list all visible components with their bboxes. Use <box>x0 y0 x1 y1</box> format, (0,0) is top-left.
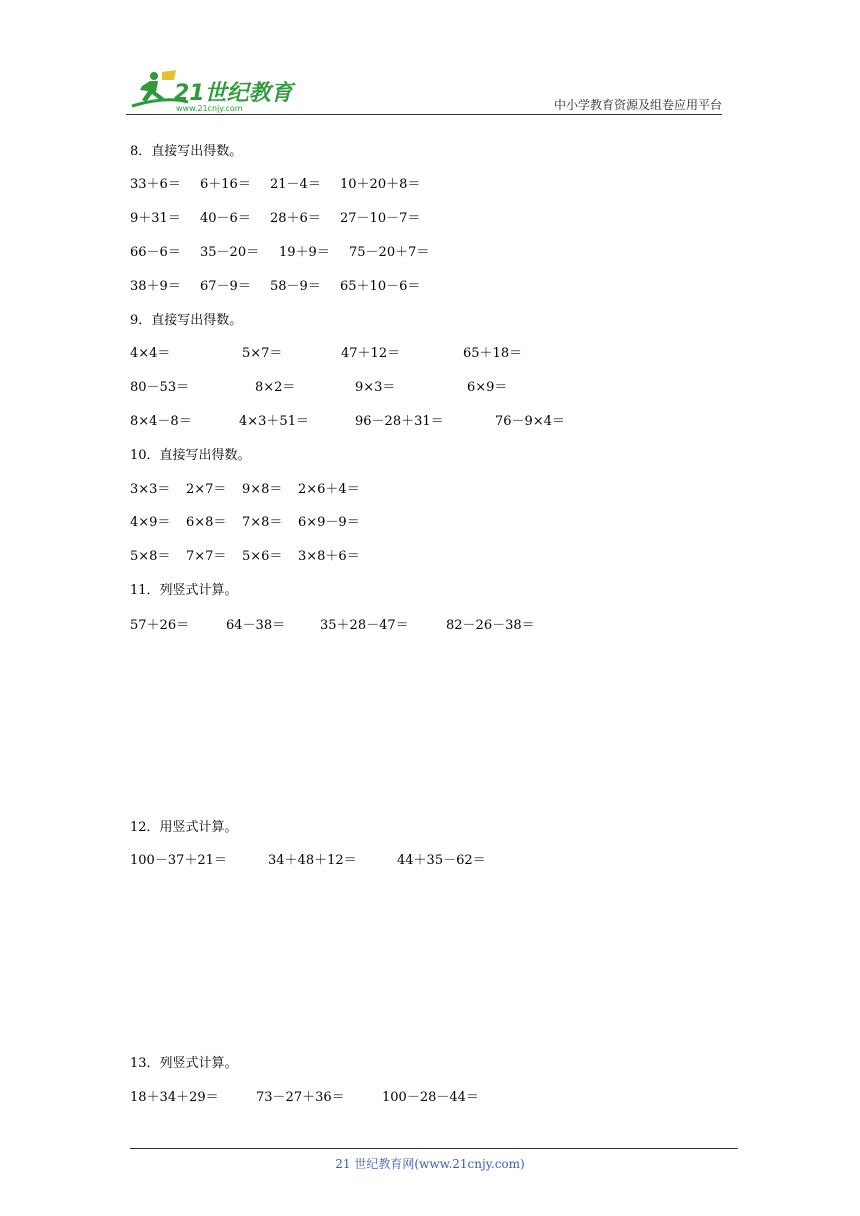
problem: 47＋12＝ <box>341 346 401 361</box>
problem: 9×3＝ <box>355 380 396 395</box>
problem: 65＋18＝ <box>463 346 523 361</box>
problem: 8×2＝ <box>255 380 296 395</box>
problem: 40－6＝ <box>200 211 251 226</box>
section-10-title: 10．直接写出得数。 <box>130 448 251 463</box>
problem: 44＋35－62＝ <box>397 853 486 868</box>
page-header <box>126 66 722 116</box>
header-divider <box>126 114 722 115</box>
problem: 33＋6＝ <box>130 177 181 192</box>
problem: 100－37＋21＝ <box>130 853 227 868</box>
problem: 21－4＝ <box>270 177 321 192</box>
problem: 6＋16＝ <box>200 177 251 192</box>
problem: 67－9＝ <box>200 279 251 294</box>
problem: 80－53＝ <box>130 380 190 395</box>
section-8-title: 8．直接写出得数。 <box>130 144 243 159</box>
problem: 58－9＝ <box>270 279 321 294</box>
problem: 96－28＋31＝ <box>355 414 444 429</box>
problem: 2×7＝ <box>186 482 227 497</box>
problem: 3×3＝ <box>130 482 171 497</box>
problem: 35＋28－47＝ <box>320 618 409 633</box>
problem: 9＋31＝ <box>130 211 181 226</box>
problem: 18＋34＋29＝ <box>130 1090 219 1105</box>
problem: 3×8＋6＝ <box>298 549 360 564</box>
logo <box>126 66 296 114</box>
problem: 5×7＝ <box>242 346 283 361</box>
footer-text: 21 世纪教育网(www.21cnjy.com) <box>335 1157 525 1171</box>
platform-text: 中小学教育资源及组卷应用平台 <box>553 98 722 112</box>
problem: 64－38＝ <box>226 618 286 633</box>
problem: 76－9×4＝ <box>495 414 565 429</box>
problem: 10＋20＋8＝ <box>340 177 421 192</box>
problem: 7×8＝ <box>242 515 283 530</box>
problem: 6×9＝ <box>467 380 508 395</box>
problem: 4×3＋51＝ <box>239 414 309 429</box>
footer-divider <box>130 1148 738 1149</box>
problem: 75－20＋7＝ <box>349 245 430 260</box>
problem: 7×7＝ <box>186 549 227 564</box>
problem: 34＋48＋12＝ <box>268 853 357 868</box>
problem: 8×4－8＝ <box>130 414 192 429</box>
problem: 57＋26＝ <box>130 618 190 633</box>
problem: 27－10－7＝ <box>340 211 421 226</box>
section-12-title: 12．用竖式计算。 <box>130 820 238 835</box>
problem: 82－26－38＝ <box>446 618 535 633</box>
problem: 9×8＝ <box>242 482 283 497</box>
problem: 28＋6＝ <box>270 211 321 226</box>
logo-url-text: www.21cnjy.com <box>176 104 243 113</box>
section-13-title: 13．列竖式计算。 <box>130 1056 238 1071</box>
problem: 73－27＋36＝ <box>256 1090 345 1105</box>
problem: 4×9＝ <box>130 515 171 530</box>
problem: 19＋9＝ <box>279 245 330 260</box>
problem: 4×4＝ <box>130 346 171 361</box>
problem: 2×6＋4＝ <box>298 482 360 497</box>
logo-text: 21世纪教育 <box>174 81 293 106</box>
logo-icon <box>126 66 296 114</box>
problem: 6×9－9＝ <box>298 515 360 530</box>
problem: 100－28－44＝ <box>382 1090 479 1105</box>
section-11-title: 11．列竖式计算。 <box>130 583 238 598</box>
problem: 65＋10－6＝ <box>340 279 421 294</box>
section-9-title: 9．直接写出得数。 <box>130 313 243 328</box>
problem: 5×8＝ <box>130 549 171 564</box>
problem: 35－20＝ <box>200 245 260 260</box>
problem: 6×8＝ <box>186 515 227 530</box>
problem: 5×6＝ <box>242 549 283 564</box>
problem: 38＋9＝ <box>130 279 181 294</box>
problem: 66－6＝ <box>130 245 181 260</box>
